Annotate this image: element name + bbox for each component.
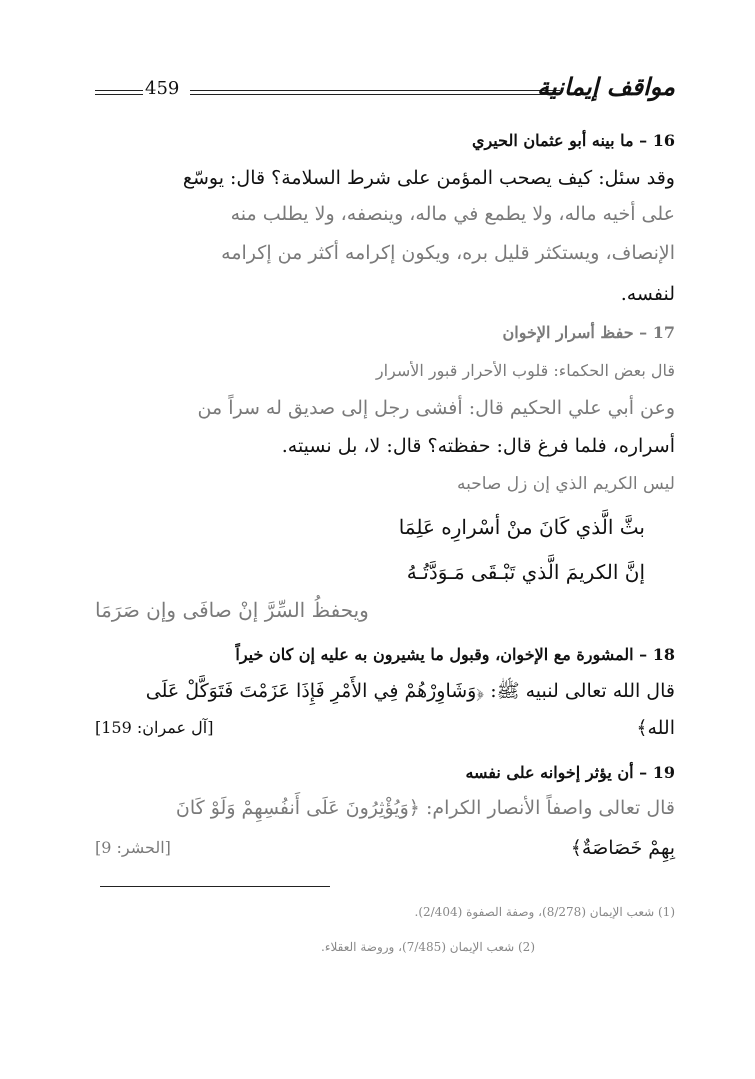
footnote: (2) شعب الإيمان (7/485)، وروضة العقلاء. [321,940,535,954]
section-heading-17: 17 – حفظ أسرار الإخوان [502,323,675,342]
verse-line: ويحفظُ السِّرَّ إنْ صافَى وإن صَرَمَا [95,598,369,622]
section-heading-18: 18 – المشورة مع الإخوان، وقبول ما يشيرون به عليه إن كان خيراً [235,645,675,664]
paragraph-line: أسراره، فلما فرغ قال: حفظته؟ قال: لا، بل نسيته. [281,435,675,457]
paragraph-line: لنفسه. [620,283,675,305]
header-rule [95,90,143,91]
paragraph-line: وعن أبي علي الحكيم قال: أفشى رجل إلى صديق له سراً من [197,397,675,419]
paragraph-line: بِهِمْ خَصَاصَةٌ﴾ [570,837,675,859]
header-rule [95,94,143,95]
paragraph-line: قال الله تعالى لنبيه ﷺ: ﴿وَشَاوِرْهُمْ فِي الأَمْرِ فَإِذَا عَزَمْتَ فَتَوَكَّلْ عَلَى [145,680,675,702]
paragraph-line: الإنصاف، ويستكثر قليل بره، ويكون إكرامه أكثر من إكرامه [221,242,675,264]
verse-line: إنَّ الكريمَ الَّذي تَبْـقَى مَـوَدَّتُـهُ [406,560,645,584]
paragraph-line: قال تعالى واصفاً الأنصار الكرام: ﴿وَيُؤْثِرُونَ عَلَى أَنفُسِهِمْ وَلَوْ كَانَ [175,797,675,819]
header-rule [190,94,560,95]
footnote-separator [100,886,330,887]
header-rule [190,90,560,91]
paragraph-line: ليس الكريم الذي إن زل صاحبه [457,474,675,494]
verse-reference: [الحشر: 9] [95,838,171,857]
page-number: 459 [145,78,180,99]
paragraph-line: قال بعض الحكماء: قلوب الأحرار قبور الأسرار [375,361,675,380]
section-heading-19: 19 – أن يؤثر إخوانه على نفسه [465,763,675,782]
verse-reference: [آل عمران: 159] [95,718,214,737]
footnote: (1) شعب الإيمان (8/278)، وصفة الصفوة (2/404). [414,905,675,919]
paragraph-line: على أخيه ماله، ولا يطمع في ماله، وينصفه، ولا يطلب منه [230,203,675,225]
verse-line: بثَّ الَّذي كَانَ منْ أسْرارِه عَلِمَا [398,515,645,539]
paragraph-line: وقد سئل: كيف يصحب المؤمن على شرط السلامة؟ قال: يوسّع [182,167,675,189]
section-heading-16: 16 – ما بينه أبو عثمان الحيري [471,131,675,150]
page-header [95,72,675,108]
paragraph-line: الله﴾ [636,717,675,739]
running-title: مواقف إيمانية [537,72,675,101]
